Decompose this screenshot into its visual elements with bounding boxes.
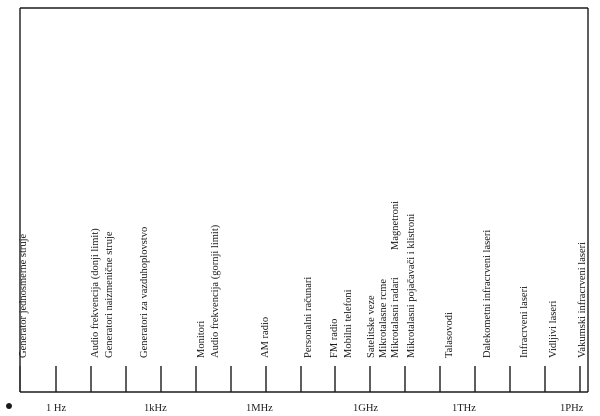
label-audio-high: Audio frekvencija (gornji limit) (210, 224, 221, 358)
tick-label-1thz: 1THz (452, 403, 476, 414)
tick-label-1khz: 1kHz (144, 403, 167, 414)
tick-label-1phz: 1PHz (560, 403, 584, 414)
label-am-radio: AM radio (260, 316, 271, 358)
label-microwave-amps: Mikrotalasni pojačavači i klistroni (406, 213, 417, 358)
label-ir-lasers: Infracrveni laseri (519, 286, 530, 358)
label-dc-generator: Generator jednosmerne struje (18, 233, 29, 358)
origin-dot (6, 403, 12, 409)
tick-label-1ghz: 1GHz (353, 403, 379, 414)
label-waveguides: Talasovodi (444, 312, 455, 358)
label-fm-radio: FM radio (329, 318, 340, 358)
label-monitors: Monitori (196, 320, 207, 358)
label-microwave-radars: Mikrotalasni radari (390, 277, 401, 358)
label-ac-generators: Generatori naizmenične struje (104, 231, 115, 358)
tick-marks (20, 366, 580, 392)
label-satellite-links: Satelitske veze (366, 295, 377, 358)
label-aviation-generators: Generatori za vazduhoplovstvo (139, 226, 150, 358)
label-vacuum-ir-lasers: Vakumski infracrveni laseri (577, 241, 588, 358)
tick-label-1hz: 1 Hz (46, 403, 67, 414)
label-mobile-phones: Mobilni telefoni (343, 289, 354, 358)
label-audio-low: Audio frekvencija (donji limit) (90, 228, 101, 358)
application-labels (18, 201, 588, 358)
label-microwave-links: Mikrotalasne rcme (378, 278, 389, 358)
scale-labels (46, 403, 584, 414)
label-visible-lasers: Vidljivi laseri (548, 300, 559, 358)
tick-label-1mhz: 1MHz (246, 403, 273, 414)
label-magnetrons: Magnetroni (390, 201, 401, 250)
label-far-ir-lasers: Dalekometni infracrveni laseri (482, 229, 493, 358)
label-pc: Personalni računari (303, 276, 314, 358)
